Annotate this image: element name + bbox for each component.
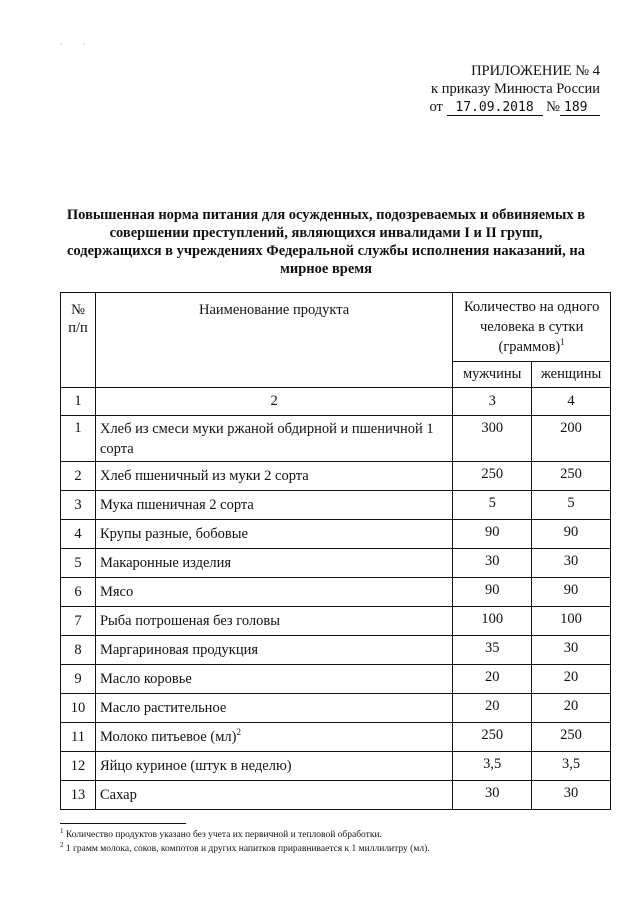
- men-quantity: 3,5: [453, 752, 532, 781]
- men-quantity: 35: [453, 636, 532, 665]
- row-number: 10: [61, 694, 96, 723]
- product-name: Масло коровье: [99, 671, 192, 687]
- table-body: [61, 416, 611, 810]
- men-quantity: 250: [453, 723, 532, 752]
- table-row: [61, 416, 611, 462]
- product-name-cell: [95, 694, 452, 723]
- column-number: 4: [532, 388, 611, 416]
- table-row: [61, 520, 611, 549]
- product-name: Мука пшеничная 2 сорта: [99, 497, 254, 513]
- product-name: Крупы разные, бобовые: [99, 526, 248, 542]
- row-number: 5: [61, 549, 96, 578]
- appendix-block: [380, 62, 600, 116]
- men-quantity: 90: [453, 520, 532, 549]
- table-row: [61, 578, 611, 607]
- table-row: [61, 665, 611, 694]
- product-name-cell: [95, 416, 452, 462]
- product-name: Молоко питьевое (мл): [99, 729, 237, 745]
- product-name-cell: [95, 781, 452, 810]
- product-name: Макаронные изделия: [99, 555, 232, 571]
- header-men: мужчины: [453, 362, 532, 388]
- header-quantity-label: Количество на одного человека в сутки (граммов): [463, 299, 600, 355]
- column-number: 1: [61, 388, 96, 416]
- order-date: 17.09.2018: [447, 100, 543, 116]
- header-num: [61, 293, 96, 388]
- men-quantity: 90: [453, 578, 532, 607]
- row-number: 9: [61, 665, 96, 694]
- scan-specks: · ·: [60, 40, 86, 49]
- footnote-ref: 2: [236, 727, 241, 738]
- men-quantity: 30: [453, 549, 532, 578]
- footnote-item: [60, 842, 620, 856]
- product-name: Маргариновая продукция: [99, 642, 259, 658]
- women-quantity: 5: [532, 491, 611, 520]
- norms-table: [60, 292, 611, 810]
- table-row: [61, 549, 611, 578]
- row-number: 3: [61, 491, 96, 520]
- product-name: Рыба потрошеная без головы: [99, 613, 281, 629]
- women-quantity: 30: [532, 636, 611, 665]
- men-quantity: 300: [453, 416, 532, 462]
- table-row: [61, 694, 611, 723]
- men-quantity: 5: [453, 491, 532, 520]
- header-women: женщины: [532, 362, 611, 388]
- product-name-cell: [95, 578, 452, 607]
- header-quantity: [453, 293, 611, 362]
- footnote-divider: [60, 823, 186, 824]
- row-number: 2: [61, 462, 96, 491]
- footnote-mark: 2: [60, 840, 64, 849]
- women-quantity: 30: [532, 781, 611, 810]
- women-quantity: 200: [532, 416, 611, 462]
- product-name-cell: [95, 636, 452, 665]
- column-number-row: [61, 388, 611, 416]
- women-quantity: 20: [532, 665, 611, 694]
- product-name: Хлеб пшеничный из муки 2 сорта: [99, 468, 309, 484]
- women-quantity: 3,5: [532, 752, 611, 781]
- row-number: 11: [61, 723, 96, 752]
- product-name-cell: [95, 752, 452, 781]
- number-label: №: [546, 99, 560, 115]
- product-name-cell: [95, 549, 452, 578]
- footnote-ref-1: 1: [560, 337, 565, 348]
- row-number: 13: [61, 781, 96, 810]
- document-title: Повышенная норма питания для осужденных, подозреваемых и обвиняемых в совершении преступлений, являющихся инвалидами I и II групп, содержащихся в учреждениях Федеральной службы исполнения наказаний, на мирное время: [66, 207, 586, 277]
- footnote-text: Количество продуктов указано без учета их первичной и тепловой обработки.: [65, 830, 382, 840]
- product-name: Сахар: [99, 787, 137, 803]
- table-row: [61, 462, 611, 491]
- row-number: 12: [61, 752, 96, 781]
- row-number: 6: [61, 578, 96, 607]
- men-quantity: 30: [453, 781, 532, 810]
- appendix-order-ref: к приказу Минюста России: [431, 81, 600, 97]
- men-quantity: 20: [453, 665, 532, 694]
- appendix-title: ПРИЛОЖЕНИЕ № 4: [471, 63, 600, 79]
- men-quantity: 100: [453, 607, 532, 636]
- men-quantity: 20: [453, 694, 532, 723]
- product-name: Масло растительное: [99, 700, 227, 716]
- header-name: Наименование продукта: [95, 293, 452, 388]
- row-number: 7: [61, 607, 96, 636]
- order-number: 189: [560, 100, 600, 116]
- product-name-cell: [95, 665, 452, 694]
- women-quantity: 250: [532, 723, 611, 752]
- header-num-label: № п/п: [68, 302, 88, 336]
- table-row: [61, 607, 611, 636]
- product-name-cell: [95, 462, 452, 491]
- column-number: 3: [453, 388, 532, 416]
- table-row: [61, 491, 611, 520]
- footnotes: [60, 828, 620, 856]
- row-number: 1: [61, 416, 96, 462]
- women-quantity: 250: [532, 462, 611, 491]
- footnote-mark: 1: [60, 826, 64, 835]
- from-label: от: [429, 99, 443, 115]
- product-name-cell: [95, 723, 452, 752]
- product-name: Мясо: [99, 584, 134, 600]
- men-quantity: 250: [453, 462, 532, 491]
- women-quantity: 90: [532, 578, 611, 607]
- product-name-cell: [95, 491, 452, 520]
- column-number: 2: [95, 388, 452, 416]
- product-name: Хлеб из смеси муки ржаной обдирной и пшеничной 1 сорта: [99, 420, 434, 457]
- footnote-item: [60, 828, 620, 842]
- women-quantity: 20: [532, 694, 611, 723]
- table-row: [61, 636, 611, 665]
- product-name: Яйцо куриное (штук в неделю): [99, 758, 292, 774]
- footnote-text: 1 грамм молока, соков, компотов и других напитков приравнивается к 1 миллилитру (мл).: [65, 844, 430, 854]
- table-row: [61, 752, 611, 781]
- women-quantity: 100: [532, 607, 611, 636]
- row-number: 4: [61, 520, 96, 549]
- product-name-cell: [95, 607, 452, 636]
- women-quantity: 90: [532, 520, 611, 549]
- table-row: [61, 781, 611, 810]
- women-quantity: 30: [532, 549, 611, 578]
- product-name-cell: [95, 520, 452, 549]
- table-row: [61, 723, 611, 752]
- appendix-date-line: [380, 98, 600, 116]
- row-number: 8: [61, 636, 96, 665]
